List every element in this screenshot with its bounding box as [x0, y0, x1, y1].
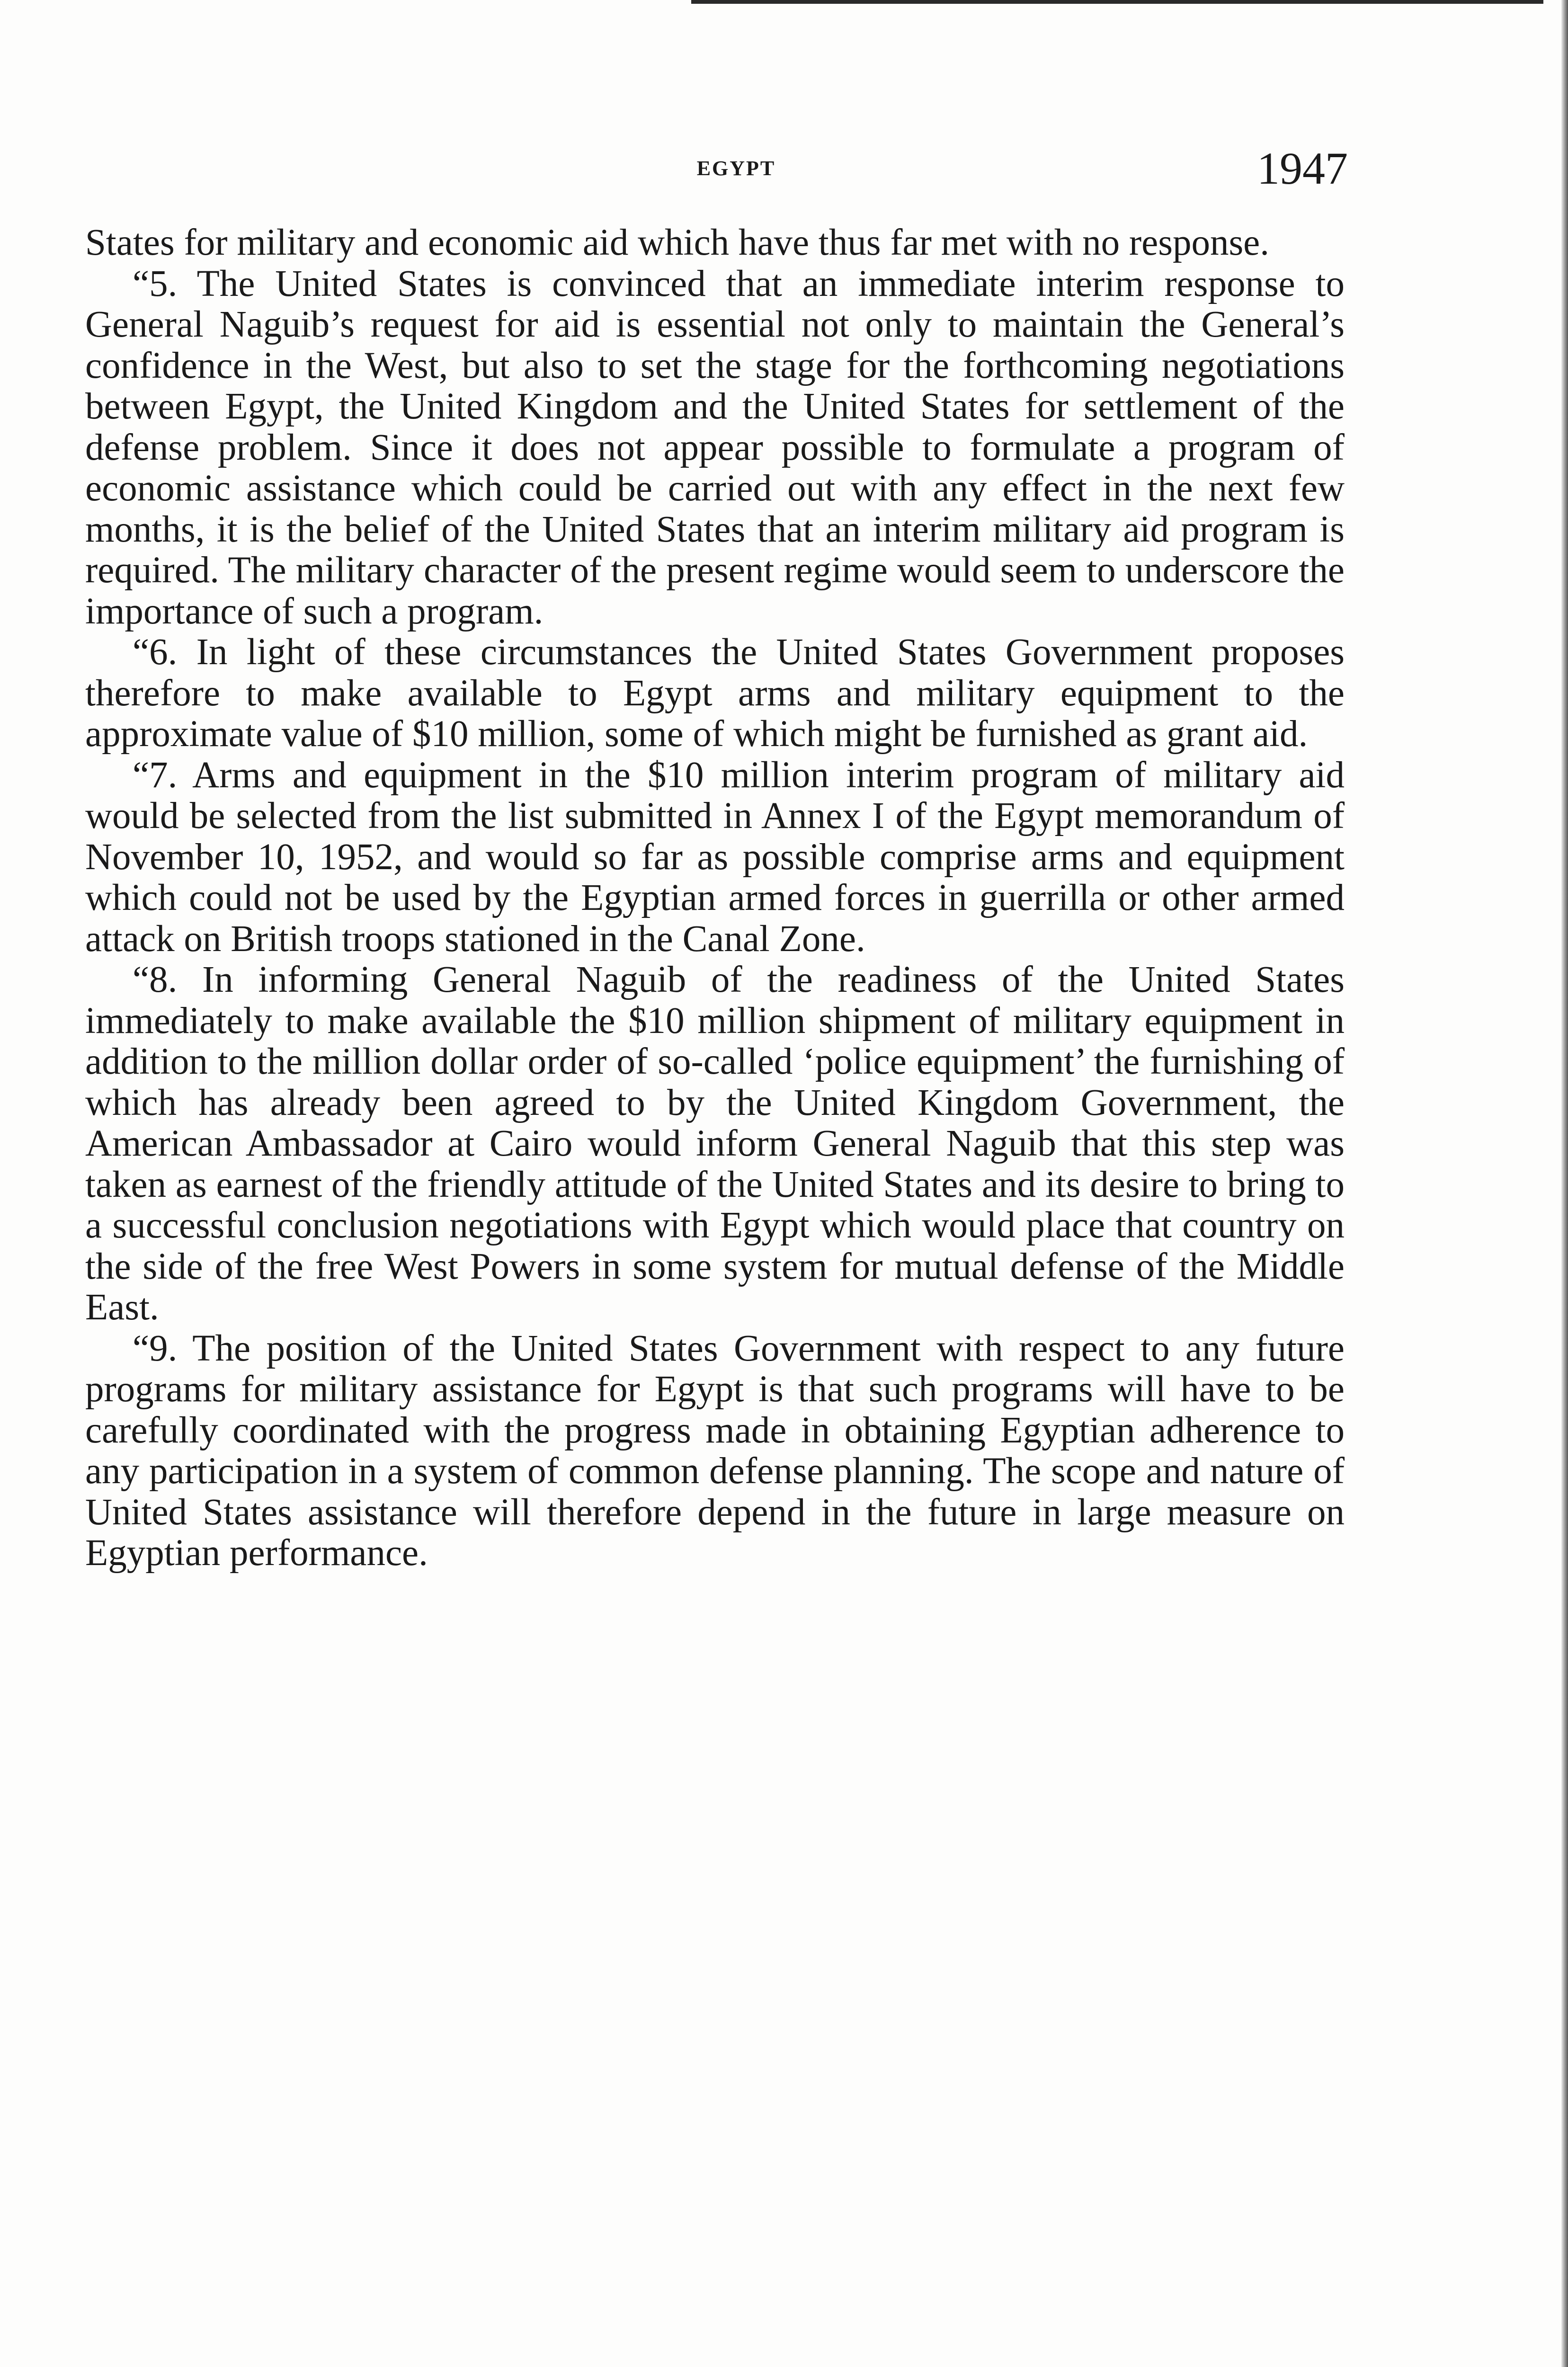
paragraph-8: “8. In informing General Naguib of the readiness of the United States immediately to make available the $10 million shipment of military equipment in addition to the million dollar order of so-called ‘police equipment’ the furnishing of which has already been agreed to by the United Kingdom Government, the American Ambassador at Cairo would inform General Naguib that this step was taken as earnest of the friendly attitude of the United States and its desire to bring to a successful conclusion negotiations with Egypt which would place that country on the side of the free West Powers in some system for mutual defense of the Middle East.: [85, 959, 1345, 1328]
body-text: [85, 222, 1345, 1574]
scan-edge-shadow: [1561, 0, 1568, 2367]
paragraph-6: “6. In light of these circumstances the United States Government proposes therefore to make available to Egypt arms and military equipment to the approximate value of $10 million, some of which might be furnished as grant aid.: [85, 632, 1345, 755]
paragraph-7: “7. Arms and equipment in the $10 million interim program of military aid would be selected from the list submitted in Annex I of the Egypt memorandum of November 10, 1952, and would so far as possible comprise arms and equipment which could not be used by the Egyptian armed forces in guerrilla or other armed attack on British troops stationed in the Canal Zone.: [85, 754, 1345, 960]
paragraph-5: “5. The United States is convinced that an immediate interim response to General Naguib’s request for aid is essential not only to maintain the General’s confidence in the West, but also to set the stage for the forthcoming negotiations between Egypt, the United Kingdom and the United States for settlement of the defense problem. Since it does not appear possible to formulate a program of economic assistance which could be carried out with any effect in the next few months, it is the belief of the United States that an interim military aid program is required. The military character of the present regime would seem to underscore the importance of such a program.: [85, 263, 1345, 632]
paragraph-9: “9. The position of the United States Government with respect to any future programs for military assistance for Egypt is that such programs will have to be carefully coordinated with the progress made in obtaining Egyptian adherence to any participation in a system of common defense planning. The scope and nature of United States assistance will therefore depend in the future in large measure on Egyptian performance.: [85, 1327, 1345, 1574]
page-number: 1947: [1257, 143, 1348, 194]
running-head: EGYPT: [696, 157, 776, 180]
paragraph-continuation: States for military and economic aid which have thus far met with no response.: [85, 222, 1269, 263]
top-scan-rule: [691, 0, 1543, 4]
